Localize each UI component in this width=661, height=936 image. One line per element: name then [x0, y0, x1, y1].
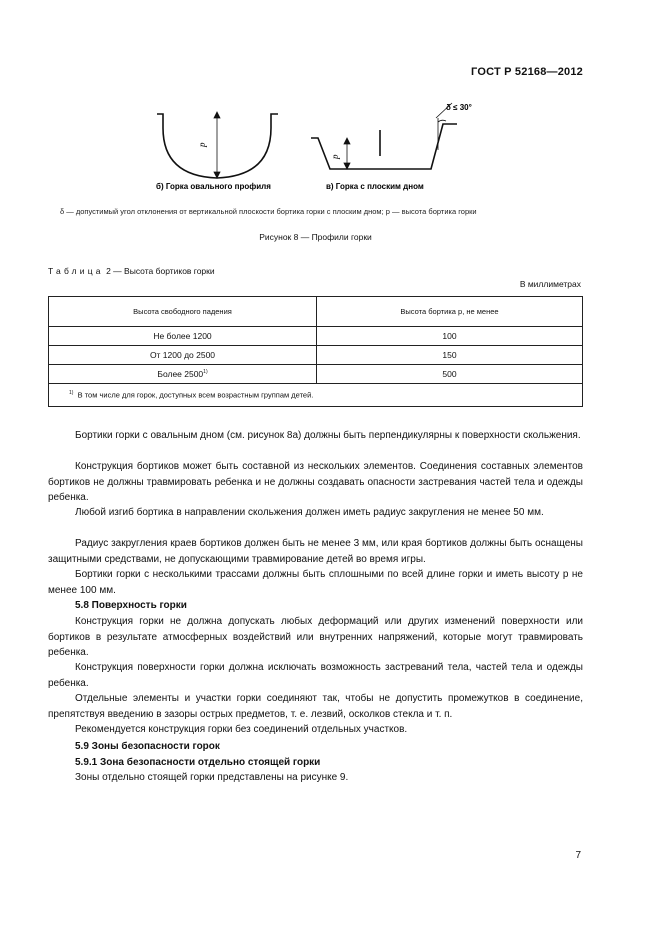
table-cell: От 1200 до 2500 — [49, 346, 317, 365]
figure-caption: Рисунок 8 — Профили горки — [259, 232, 372, 242]
table-cell: 100 — [317, 327, 583, 346]
table-header-cell: Высота бортика р, не менее — [317, 297, 583, 327]
table-row — [49, 365, 583, 384]
table-footnote — [49, 384, 583, 407]
table-cell — [49, 365, 317, 384]
table-caption — [48, 266, 215, 276]
footnote-marker: 1) — [69, 390, 74, 397]
paragraph: Бортики горки с несколькими трассами должны быть сплошными по всей длине горки и иметь высоту р не менее 100 мм. — [48, 569, 583, 596]
figure-label-oval: б) Горка овального профиля — [156, 182, 271, 191]
bort-height-table — [48, 296, 583, 407]
paragraph: Конструкция бортиков может быть составной из нескольких элементов. Соединения составных элементов бортиков не должны травмировать ребенка и не должны создавать опасности застревания частей тела и одежды ребенка. — [48, 461, 583, 503]
table-cell: 500 — [317, 365, 583, 384]
section-heading-5-9-1: 5.9.1 Зона безопасности отдельно стоящей горки — [75, 757, 321, 768]
section-heading-5-9: 5.9 Зоны безопасности горок — [75, 741, 220, 752]
table-caption-rest: 2 — Высота бортиков горки — [103, 266, 215, 276]
footnote-text: В том числе для горок, доступных всем возрастным группам детей. — [77, 390, 314, 400]
flat-profile-dimension — [344, 138, 350, 169]
page-number: 7 — [575, 850, 581, 861]
figure-label-flat: в) Горка с плоским дном — [326, 182, 424, 191]
table-units: В миллиметрах — [519, 279, 581, 289]
angle-label: δ ≤ 30° — [446, 103, 472, 112]
paragraph: Рекомендуется конструкция горки без соединений отдельных участков. — [75, 724, 408, 735]
table-cell: Не более 1200 — [49, 327, 317, 346]
table-header-cell: Высота свободного падения — [49, 297, 317, 327]
table-row — [49, 346, 583, 365]
oval-p-label: p — [197, 142, 207, 147]
flat-p-label: p — [330, 154, 340, 159]
table-cell-text: Более 2500 — [157, 369, 204, 379]
footnote-ref: 1) — [203, 369, 208, 376]
table-footnote-row — [49, 384, 583, 407]
table-cell: 150 — [317, 346, 583, 365]
paragraph: Радиус закругления краев бортиков должен быть не менее 3 мм, или края бортиков должны быть оснащены защитными средствами, не допускающими травмирование детей во время игры. — [48, 538, 583, 565]
paragraph: Зоны отдельно стоящей горки представлены на рисунке 9. — [75, 772, 349, 783]
section-heading-5-8: 5.8 Поверхность горки — [75, 600, 187, 611]
standard-code: ГОСТ Р 52168—2012 — [471, 66, 583, 78]
slide-profile-figure — [0, 0, 661, 205]
paragraph: Конструкция горки не должна допускать любых деформаций или других изменений поверхности или бортиков в результате атмосферных воздействий или внутренних напряжений, которые могут травмировать ребенка. — [48, 616, 583, 658]
paragraph: Бортики горки с овальным дном (см. рисунок 8а) должны быть перпендикулярны к поверхности скольжения. — [75, 430, 581, 441]
paragraph: Отдельные элементы и участки горки соединяют так, чтобы не допустить промежутков в соединение, препятствуя введению в зазоры острых предметов, т. е. лезвий, осколков стекла и т. п. — [48, 693, 583, 720]
table-caption-prefix: Таблица — [48, 266, 104, 276]
table-header-row — [49, 297, 583, 327]
paragraph: Конструкция поверхности горки должна исключать возможность застреваний тела, частей тела и одежды ребенка. — [48, 662, 583, 689]
figure-legend: δ — допустимый угол отклонения от вертикальной плоскости бортика горки с плоским дном; p — высота бортика горки — [60, 207, 477, 216]
oval-profile-dimension — [214, 112, 220, 178]
paragraph: Любой изгиб бортика в направлении скольжения должен иметь радиус закругления не менее 50 мм. — [75, 507, 544, 518]
flat-profile-drawing — [311, 124, 457, 169]
oval-profile-drawing — [157, 114, 278, 178]
table-row — [49, 327, 583, 346]
